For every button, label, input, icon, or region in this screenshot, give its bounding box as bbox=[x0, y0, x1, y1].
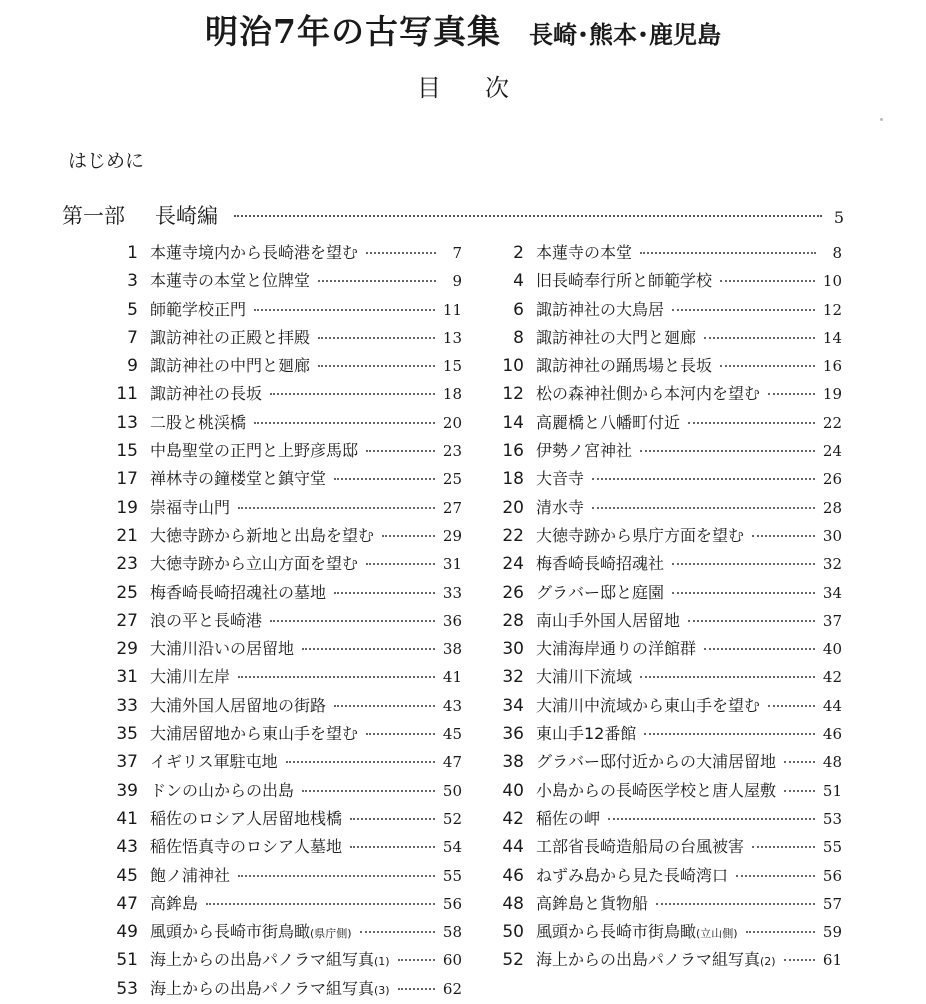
dot-leader bbox=[350, 818, 435, 820]
entry-title: ねずみ島から見た長崎湾口 bbox=[536, 865, 729, 885]
entry-page-number: 60 bbox=[442, 951, 462, 970]
entry-title: 東山手12番館 bbox=[536, 724, 637, 744]
toc-entry[interactable] bbox=[104, 806, 462, 834]
entry-number: 37 bbox=[116, 752, 138, 773]
entry-title: 大浦居留地から東山手を望む bbox=[150, 724, 359, 744]
entry-number: 44 bbox=[502, 837, 524, 858]
dot-leader bbox=[736, 875, 815, 877]
entry-note: (1) bbox=[374, 955, 390, 969]
toc-entry[interactable] bbox=[104, 580, 462, 608]
toc-entry[interactable] bbox=[104, 919, 462, 947]
toc-entry[interactable] bbox=[104, 693, 462, 721]
entry-title: 二股と桃渓橋 bbox=[150, 412, 247, 432]
toc-entry[interactable] bbox=[490, 297, 842, 325]
entry-title: 浪の平と長崎港 bbox=[150, 610, 263, 630]
entry-title: 梅香崎長崎招魂社 bbox=[536, 554, 665, 574]
entry-title: 高鉾島と貨物船 bbox=[536, 893, 649, 913]
entry-title: 師範学校正門 bbox=[150, 299, 247, 319]
entry-page-number: 41 bbox=[442, 668, 462, 687]
toc-entry[interactable] bbox=[104, 749, 462, 777]
entry-page-number: 33 bbox=[442, 583, 462, 602]
entry-number: 40 bbox=[502, 780, 524, 801]
entry-page-number: 36 bbox=[442, 611, 462, 630]
entry-page-number: 23 bbox=[442, 442, 462, 461]
dot-leader bbox=[366, 450, 435, 452]
toc-entry[interactable] bbox=[490, 580, 842, 608]
entry-page-number: 24 bbox=[822, 442, 842, 461]
entry-number: 1 bbox=[127, 243, 138, 263]
toc-entry[interactable] bbox=[490, 693, 842, 721]
dot-leader bbox=[752, 535, 815, 537]
dot-leader bbox=[768, 705, 815, 707]
entry-number: 8 bbox=[513, 327, 524, 348]
dot-leader bbox=[302, 648, 435, 650]
toc-entry[interactable] bbox=[104, 495, 462, 523]
dot-leader bbox=[672, 563, 815, 565]
dot-leader bbox=[334, 592, 435, 594]
dot-leader bbox=[318, 337, 435, 339]
entry-number: 33 bbox=[116, 695, 138, 716]
entry-title: 稲佐悟真寺のロシア人墓地 bbox=[150, 837, 343, 857]
entry-title: 諏訪神社の大鳥居 bbox=[536, 299, 665, 319]
entry-number: 35 bbox=[116, 724, 138, 745]
entry-page-number: 50 bbox=[442, 781, 462, 800]
entry-title: 稲佐の岬 bbox=[536, 808, 601, 828]
entry-title: グラバー邸と庭園 bbox=[536, 582, 665, 602]
toc-entry[interactable] bbox=[490, 410, 842, 438]
toc-entry[interactable] bbox=[490, 381, 842, 409]
entry-page-number: 55 bbox=[442, 866, 462, 885]
book-title-main: 明治7年の古写真集 bbox=[205, 12, 501, 51]
toc-entry[interactable] bbox=[490, 636, 842, 664]
entry-title: 大徳寺跡から新地と出島を望む bbox=[150, 525, 375, 545]
entry-number: 16 bbox=[502, 441, 524, 462]
dot-leader bbox=[608, 818, 815, 820]
dot-leader bbox=[238, 875, 435, 877]
entry-page-number: 34 bbox=[822, 583, 842, 602]
entry-number: 5 bbox=[127, 299, 138, 320]
entry-note: (県庁側) bbox=[310, 927, 352, 941]
entry-page-number: 58 bbox=[442, 923, 462, 942]
toc-entry[interactable] bbox=[104, 863, 462, 891]
toc-entry[interactable] bbox=[490, 325, 842, 353]
dot-leader bbox=[254, 422, 435, 424]
entry-number: 14 bbox=[502, 412, 524, 433]
toc-entry[interactable] bbox=[490, 608, 842, 636]
entry-page-number: 37 bbox=[822, 611, 842, 630]
toc-entry[interactable] bbox=[104, 891, 462, 919]
entry-number: 45 bbox=[116, 865, 138, 886]
toc-entry[interactable] bbox=[490, 495, 842, 523]
toc-entry[interactable] bbox=[490, 466, 842, 494]
entry-page-number: 42 bbox=[822, 668, 842, 687]
entry-number: 50 bbox=[502, 922, 524, 943]
part-page-number: 5 bbox=[833, 208, 844, 227]
entry-number: 43 bbox=[116, 837, 138, 858]
dot-leader bbox=[640, 252, 816, 254]
toc-entry[interactable] bbox=[104, 240, 462, 268]
entry-title: 大徳寺跡から県庁方面を望む bbox=[536, 525, 745, 545]
toc-column-right bbox=[490, 240, 842, 976]
dot-leader bbox=[238, 507, 435, 509]
entry-number: 2 bbox=[513, 243, 524, 263]
entry-page-number: 48 bbox=[822, 753, 842, 772]
entry-title: 南山手外国人居留地 bbox=[536, 610, 681, 630]
entry-title: 小島からの長崎医学校と唐人屋敷 bbox=[536, 780, 777, 800]
toc-heading bbox=[0, 68, 926, 103]
toc-entry[interactable] bbox=[490, 438, 842, 466]
dot-leader bbox=[254, 309, 435, 311]
entry-title: 大浦川沿いの居留地 bbox=[150, 639, 295, 659]
dot-leader bbox=[752, 846, 815, 848]
toc-entry[interactable] bbox=[104, 636, 462, 664]
entry-number: 31 bbox=[116, 667, 138, 688]
entry-number: 13 bbox=[116, 412, 138, 433]
dot-leader bbox=[720, 280, 815, 282]
dot-leader bbox=[366, 563, 435, 565]
entry-page-number: 45 bbox=[442, 725, 462, 744]
dot-leader bbox=[704, 648, 815, 650]
toc-entry[interactable] bbox=[490, 806, 842, 834]
dot-leader bbox=[720, 365, 815, 367]
entry-page-number: 22 bbox=[822, 413, 842, 432]
toc-entry[interactable] bbox=[104, 947, 462, 975]
dot-leader bbox=[640, 676, 815, 678]
entry-page-number: 44 bbox=[822, 696, 842, 715]
entry-title: 大浦海岸通りの洋館群 bbox=[536, 639, 697, 659]
toc-entry[interactable] bbox=[104, 523, 462, 551]
entry-title: 海上からの出島パノラマ組写真 bbox=[150, 978, 375, 998]
entry-title: 風頭から長崎市街鳥瞰 bbox=[150, 922, 311, 942]
intro-entry[interactable]: はじめに bbox=[68, 150, 145, 172]
entry-page-number: 29 bbox=[442, 526, 462, 545]
entry-title: 風頭から長崎市街鳥瞰 bbox=[536, 922, 697, 942]
toc-entry[interactable] bbox=[104, 381, 462, 409]
entry-number: 34 bbox=[502, 695, 524, 716]
entry-page-number: 40 bbox=[822, 640, 842, 659]
entry-page-number: 25 bbox=[442, 470, 462, 489]
entry-page-number: 14 bbox=[822, 328, 842, 347]
dot-leader bbox=[398, 959, 435, 961]
entry-page-number: 31 bbox=[442, 555, 462, 574]
toc-entry[interactable] bbox=[490, 919, 842, 947]
dot-leader bbox=[704, 337, 815, 339]
entry-number: 15 bbox=[116, 441, 138, 462]
entry-title: イギリス軍駐屯地 bbox=[150, 752, 278, 772]
toc-entry[interactable] bbox=[104, 353, 462, 381]
entry-number: 28 bbox=[502, 610, 524, 631]
entry-note: (3) bbox=[374, 983, 390, 997]
entry-title: 諏訪神社の踊馬場と長坂 bbox=[536, 356, 713, 376]
entry-number: 32 bbox=[502, 667, 524, 688]
dot-leader bbox=[688, 422, 815, 424]
entry-number: 23 bbox=[116, 554, 138, 575]
book-title bbox=[0, 6, 926, 53]
entry-number: 49 bbox=[116, 922, 138, 943]
toc-entry[interactable] bbox=[490, 551, 842, 579]
entry-number: 46 bbox=[502, 865, 524, 886]
entry-page-number: 52 bbox=[442, 809, 462, 828]
part-number: 第一部 bbox=[62, 204, 125, 228]
entry-number: 27 bbox=[116, 610, 138, 631]
entry-title: 中島聖堂の正門と上野彦馬邸 bbox=[150, 441, 359, 461]
entry-page-number: 28 bbox=[822, 498, 842, 517]
dot-leader bbox=[318, 280, 436, 282]
toc-entry[interactable] bbox=[104, 325, 462, 353]
dot-leader bbox=[768, 393, 815, 395]
entry-title: 海上からの出島パノラマ組写真 bbox=[536, 950, 761, 970]
entry-title: 本蓮寺境内から長崎港を望む bbox=[150, 243, 359, 262]
entry-title: 松の森神社側から本河内を望む bbox=[536, 384, 761, 404]
dot-leader bbox=[382, 535, 435, 537]
entry-page-number: 10 bbox=[822, 272, 842, 291]
toc-entry[interactable] bbox=[104, 466, 462, 494]
dot-leader bbox=[366, 252, 436, 254]
entry-number: 3 bbox=[127, 271, 138, 292]
dot-leader bbox=[592, 478, 815, 480]
entry-note: (立山側) bbox=[696, 927, 738, 941]
toc-entry[interactable] bbox=[490, 863, 842, 891]
dot-leader bbox=[318, 365, 435, 367]
entry-page-number: 9 bbox=[452, 272, 462, 291]
toc-column-left bbox=[104, 240, 462, 1004]
entry-number: 47 bbox=[116, 893, 138, 914]
toc-entry[interactable] bbox=[104, 410, 462, 438]
entry-title: 本蓮寺の本堂と位牌堂 bbox=[150, 271, 311, 291]
part-name: 長崎編 bbox=[155, 204, 218, 228]
dot-leader bbox=[238, 676, 435, 678]
toc-entry[interactable] bbox=[490, 268, 842, 296]
entry-number: 6 bbox=[513, 299, 524, 320]
toc-entry[interactable] bbox=[104, 268, 462, 296]
entry-page-number: 54 bbox=[442, 838, 462, 857]
dot-leader bbox=[688, 620, 815, 622]
entry-page-number: 59 bbox=[822, 923, 842, 942]
entry-page-number: 56 bbox=[442, 894, 462, 913]
toc-entry[interactable] bbox=[104, 297, 462, 325]
dot-leader bbox=[206, 903, 435, 905]
part-one-entry[interactable] bbox=[62, 200, 844, 232]
part-label bbox=[62, 200, 218, 230]
dot-leader bbox=[350, 846, 435, 848]
dot-leader bbox=[784, 959, 815, 961]
entry-title: 大浦川下流域 bbox=[536, 667, 633, 687]
entry-title: 工部省長崎造船局の台風被害 bbox=[536, 837, 745, 857]
entry-number: 17 bbox=[116, 469, 138, 490]
entry-page-number: 27 bbox=[442, 498, 462, 517]
entry-title: ドンの山からの出島 bbox=[150, 780, 295, 800]
entry-title: 本蓮寺の本堂 bbox=[536, 243, 633, 262]
entry-title: 諏訪神社の正殿と拝殿 bbox=[150, 327, 311, 347]
entry-number: 41 bbox=[116, 808, 138, 829]
dot-leader bbox=[302, 790, 435, 792]
entry-number: 26 bbox=[502, 582, 524, 603]
entry-title: 旧長崎奉行所と師範学校 bbox=[536, 271, 713, 291]
entry-page-number: 62 bbox=[442, 979, 462, 998]
entry-title: 大徳寺跡から立山方面を望む bbox=[150, 554, 359, 574]
entry-page-number: 13 bbox=[442, 328, 462, 347]
entry-title: 大浦川左岸 bbox=[150, 667, 231, 687]
entry-number: 48 bbox=[502, 893, 524, 914]
entry-page-number: 43 bbox=[442, 696, 462, 715]
entry-title: 稲佐のロシア人居留地桟橋 bbox=[150, 808, 343, 828]
dot-leader bbox=[592, 507, 815, 509]
toc-entry[interactable] bbox=[490, 721, 842, 749]
entry-number: 52 bbox=[502, 950, 524, 971]
entry-number: 12 bbox=[502, 384, 524, 405]
entry-page-number: 11 bbox=[442, 300, 462, 319]
entry-title: 諏訪神社の長坂 bbox=[150, 384, 263, 404]
entry-number: 9 bbox=[127, 356, 138, 377]
entry-title: 高鉾島 bbox=[150, 893, 199, 913]
dot-leader bbox=[334, 705, 435, 707]
entry-page-number: 57 bbox=[822, 894, 842, 913]
entry-number: 20 bbox=[502, 497, 524, 518]
entry-title: 梅香崎長崎招魂社の墓地 bbox=[150, 582, 327, 602]
entry-title: 高麗橋と八幡町付近 bbox=[536, 412, 681, 432]
entry-page-number: 20 bbox=[442, 413, 462, 432]
entry-number: 21 bbox=[116, 525, 138, 546]
dot-leader bbox=[656, 903, 815, 905]
entry-page-number: 55 bbox=[822, 838, 842, 857]
dot-leader bbox=[270, 620, 435, 622]
dot-leader bbox=[746, 931, 815, 933]
entry-page-number: 46 bbox=[822, 725, 842, 744]
toc-entry[interactable] bbox=[490, 749, 842, 777]
dot-leader bbox=[286, 761, 435, 763]
entry-page-number: 53 bbox=[822, 809, 842, 828]
entry-page-number: 8 bbox=[832, 244, 842, 262]
dot-leader bbox=[784, 761, 815, 763]
entry-number: 22 bbox=[502, 525, 524, 546]
toc-entry[interactable] bbox=[104, 438, 462, 466]
entry-number: 4 bbox=[513, 271, 524, 292]
entry-page-number: 56 bbox=[822, 866, 842, 885]
toc-entry[interactable] bbox=[490, 523, 842, 551]
entry-title: 諏訪神社の大門と廻廊 bbox=[536, 327, 697, 347]
entry-page-number: 7 bbox=[452, 244, 462, 262]
entry-title: 伊勢ノ宮神社 bbox=[536, 441, 633, 461]
entry-title: 飽ノ浦神社 bbox=[150, 865, 231, 885]
toc-entry[interactable] bbox=[490, 834, 842, 862]
entry-title: 大浦外国人居留地の街路 bbox=[150, 695, 327, 715]
dot-leader bbox=[366, 733, 435, 735]
entry-title: 大音寺 bbox=[536, 469, 585, 489]
entry-page-number: 26 bbox=[822, 470, 842, 489]
entry-page-number: 30 bbox=[822, 526, 842, 545]
dot-leader bbox=[784, 790, 815, 792]
entry-page-number: 19 bbox=[822, 385, 842, 404]
dot-leader bbox=[672, 309, 815, 311]
entry-page-number: 12 bbox=[822, 300, 842, 319]
entry-number: 7 bbox=[127, 327, 138, 348]
toc-entry[interactable] bbox=[490, 664, 842, 692]
entry-page-number: 16 bbox=[822, 357, 842, 376]
toc-heading-text: 目次 bbox=[417, 74, 553, 102]
entry-page-number: 61 bbox=[822, 951, 842, 970]
dot-leader bbox=[270, 393, 435, 395]
toc-entry[interactable] bbox=[104, 664, 462, 692]
entry-title: 海上からの出島パノラマ組写真 bbox=[150, 950, 375, 970]
entry-number: 29 bbox=[116, 639, 138, 660]
entry-title: 崇福寺山門 bbox=[150, 497, 231, 517]
dot-leader bbox=[644, 733, 815, 735]
dot-leader bbox=[334, 478, 435, 480]
entry-title: グラバー邸付近からの大浦居留地 bbox=[536, 752, 777, 772]
entry-number: 25 bbox=[116, 582, 138, 603]
toc-entry[interactable] bbox=[490, 240, 842, 268]
entry-page-number: 51 bbox=[822, 781, 842, 800]
dot-leader bbox=[234, 215, 822, 217]
entry-number: 38 bbox=[502, 752, 524, 773]
entry-page-number: 15 bbox=[442, 357, 462, 376]
entry-title: 大浦川中流域から東山手を望む bbox=[536, 695, 761, 715]
entry-number: 18 bbox=[502, 469, 524, 490]
entry-page-number: 32 bbox=[822, 555, 842, 574]
scan-speck bbox=[880, 118, 883, 121]
toc-entry[interactable] bbox=[490, 353, 842, 381]
entry-number: 24 bbox=[502, 554, 524, 575]
entry-number: 39 bbox=[116, 780, 138, 801]
dot-leader bbox=[640, 450, 815, 452]
entry-title: 禅林寺の鐘楼堂と鎮守堂 bbox=[150, 469, 327, 489]
toc-entry[interactable] bbox=[490, 891, 842, 919]
dot-leader bbox=[360, 931, 435, 933]
entry-page-number: 38 bbox=[442, 640, 462, 659]
entry-number: 11 bbox=[116, 384, 138, 405]
toc-entry[interactable] bbox=[104, 608, 462, 636]
toc-entry[interactable] bbox=[104, 551, 462, 579]
entry-number: 51 bbox=[116, 950, 138, 971]
entry-title: 諏訪神社の中門と廻廊 bbox=[150, 356, 311, 376]
entry-page-number: 18 bbox=[442, 385, 462, 404]
dot-leader bbox=[672, 592, 815, 594]
dot-leader bbox=[398, 988, 435, 990]
toc-entry[interactable] bbox=[490, 778, 842, 806]
entry-number: 36 bbox=[502, 724, 524, 745]
entry-number: 42 bbox=[502, 808, 524, 829]
book-title-sub: 長崎･熊本･鹿児島 bbox=[528, 20, 721, 49]
toc-entry[interactable] bbox=[490, 947, 842, 975]
entry-page-number: 47 bbox=[442, 753, 462, 772]
entry-number: 19 bbox=[116, 497, 138, 518]
toc-entry[interactable] bbox=[104, 721, 462, 749]
entry-number: 53 bbox=[116, 978, 138, 999]
entry-number: 30 bbox=[502, 639, 524, 660]
toc-entry[interactable] bbox=[104, 778, 462, 806]
entry-number: 10 bbox=[502, 356, 524, 377]
entry-note: (2) bbox=[760, 955, 776, 969]
toc-entry[interactable] bbox=[104, 834, 462, 862]
entry-title: 清水寺 bbox=[536, 497, 585, 517]
